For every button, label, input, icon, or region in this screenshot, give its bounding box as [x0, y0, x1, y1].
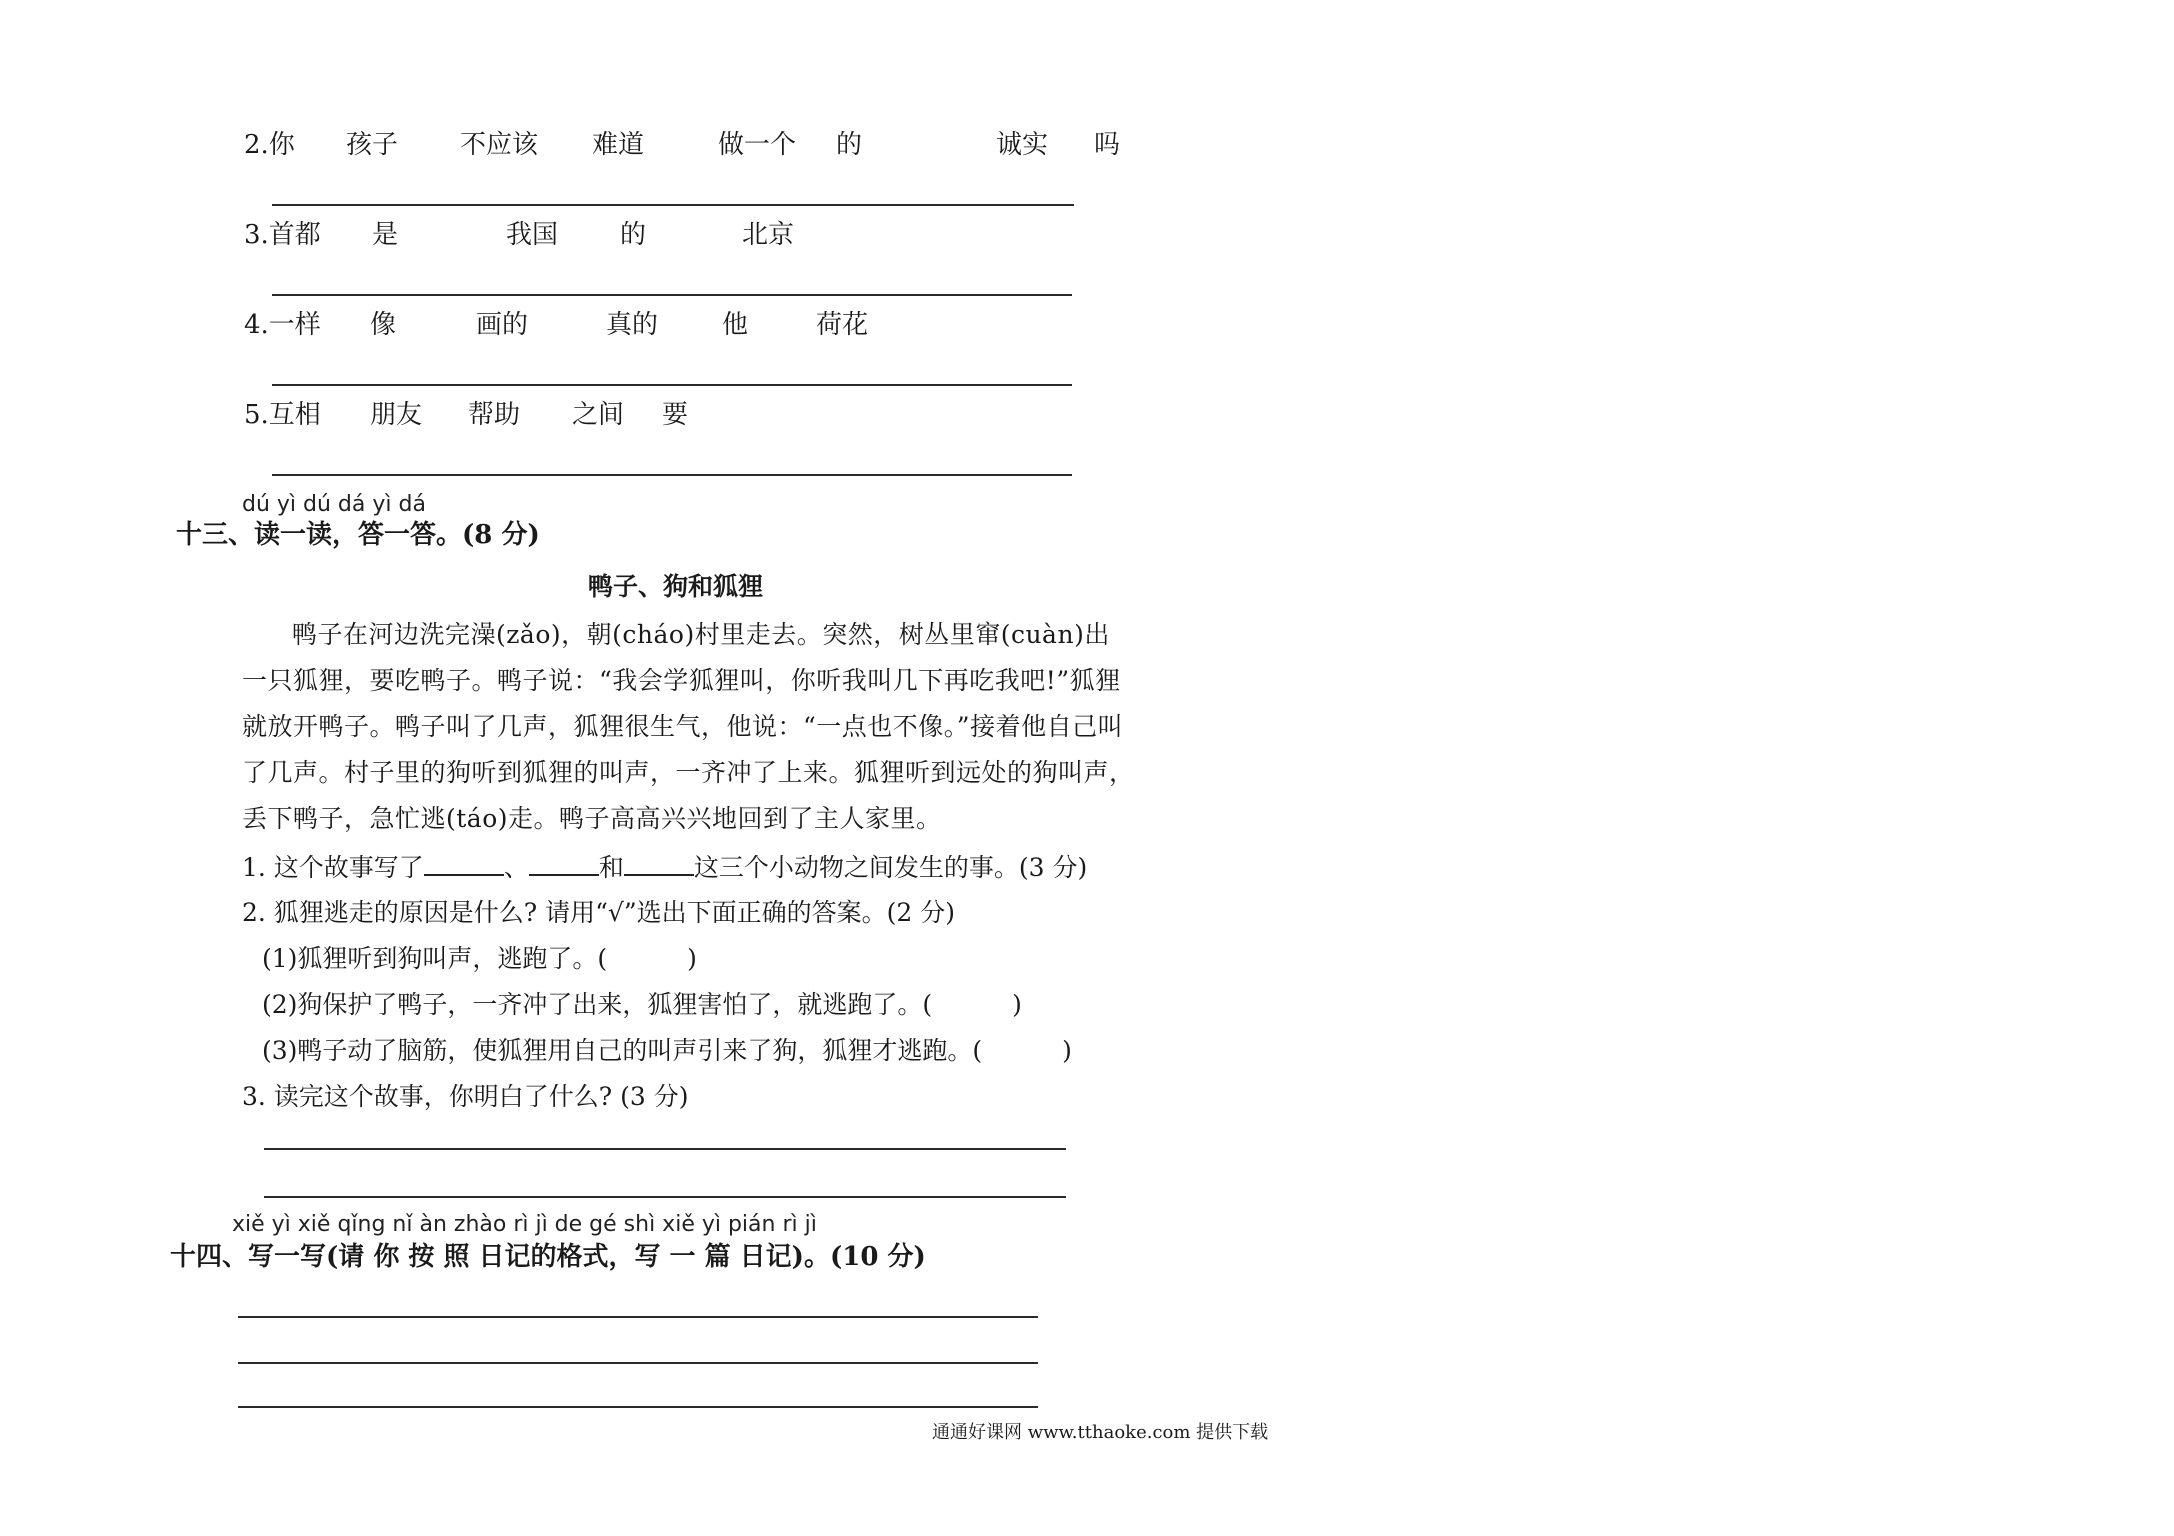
footer-credit: 通通好课网 www.tthaoke.com 提供下载 — [932, 1422, 1269, 1443]
sentence-number: 2.你 — [244, 130, 295, 160]
scrambled-word: 帮助 — [468, 400, 521, 430]
scrambled-word: 真的 — [606, 310, 659, 340]
q14-pinyin: xiě yì xiě qǐng nǐ àn zhào rì jì de gé shì xiě yì pián rì jì — [232, 1212, 817, 1237]
scrambled-word: 之间 — [572, 400, 625, 430]
scrambled-word: 吗 — [1094, 130, 1121, 160]
q13-question-2: 2. 狐狸逃走的原因是什么? 请用“√”选出下面正确的答案。(2 分) — [242, 898, 956, 927]
scrambled-word: 不应该 — [460, 130, 539, 160]
answer-line[interactable] — [272, 384, 1072, 386]
option-3 — [262, 1036, 1072, 1066]
scrambled-word: 他 — [722, 310, 749, 340]
story-line-5: 丢下鸭子，急忙逃(táo)走。鸭子高高兴兴地回到了主人家里。 — [242, 804, 942, 833]
story-line-1: 鸭子在河边洗完澡(zǎo)，朝(cháo)村里走去。突然，树丛里窜(cuàn)出 — [292, 620, 1110, 649]
scrambled-word: 做一个 — [718, 130, 797, 160]
scrambled-word: 朋友 — [370, 400, 423, 430]
fill-blank-3[interactable] — [624, 852, 694, 876]
scrambled-word: 是 — [372, 220, 399, 250]
q1-sep-1: 、 — [503, 853, 529, 882]
answer-line[interactable] — [238, 1316, 1038, 1318]
q13-question-3: 3. 读完这个故事，你明白了什么? (3 分) — [242, 1082, 689, 1111]
scrambled-word: 诚实 — [996, 130, 1049, 160]
scrambled-word: 的 — [620, 220, 647, 250]
scrambled-word: 要 — [662, 400, 689, 430]
option-2-close: ) — [1012, 990, 1022, 1019]
answer-line[interactable] — [238, 1406, 1038, 1408]
option-1-text: (1)狐狸听到狗叫声，逃跑了。( — [262, 944, 608, 973]
scrambled-word: 难道 — [592, 130, 645, 160]
story-line-4: 了几声。村子里的狗听到狐狸的叫声，一齐冲了上来。狐狸听到远处的狗叫声， — [242, 758, 1135, 787]
scrambled-word: 的 — [836, 130, 863, 160]
answer-line[interactable] — [272, 204, 1074, 206]
fill-blank-2[interactable] — [529, 852, 599, 876]
story-title: 鸭子、狗和狐狸 — [588, 572, 764, 601]
scrambled-word: 荷花 — [816, 310, 869, 340]
q1-sep-2: 和 — [598, 853, 624, 882]
story-line-3: 就放开鸭子。鸭子叫了几声，狐狸很生气，他说：“一点也不像。”接着他自己叫 — [242, 712, 1124, 741]
q1-text-b: 这三个小动物之间发生的事。(3 分) — [693, 853, 1088, 882]
answer-line[interactable] — [272, 474, 1072, 476]
answer-line[interactable] — [264, 1148, 1066, 1150]
q13-pinyin: dú yì dú dá yì dá — [242, 492, 426, 517]
q13-question-1 — [242, 852, 1087, 883]
option-2-text: (2)狗保护了鸭子，一齐冲了出来，狐狸害怕了，就逃跑了。( — [262, 990, 933, 1019]
sentence-number: 4.一样 — [244, 310, 321, 340]
scrambled-word: 我国 — [506, 220, 559, 250]
scrambled-word: 像 — [370, 310, 397, 340]
sentence-number: 3.首都 — [244, 220, 321, 250]
answer-line[interactable] — [264, 1196, 1066, 1198]
scrambled-word: 孩子 — [346, 130, 399, 160]
option-1 — [262, 944, 697, 974]
option-2 — [262, 990, 1022, 1020]
option-3-close: ) — [1062, 1036, 1072, 1065]
option-3-text: (3)鸭子动了脑筋，使狐狸用自己的叫声引来了狗，狐狸才逃跑。( — [262, 1036, 983, 1065]
q13-heading: 十三、读一读，答一答。(8 分) — [176, 520, 540, 550]
answer-line[interactable] — [238, 1362, 1038, 1364]
option-1-close: ) — [687, 944, 697, 973]
scrambled-word: 画的 — [476, 310, 529, 340]
q14-heading: 十四、写一写(请 你 按 照 日记的格式，写 一 篇 日记)。(10 分) — [170, 1242, 926, 1272]
sentence-number: 5.互相 — [244, 400, 321, 430]
q1-text-a: 1. 这个故事写了 — [242, 853, 424, 882]
fill-blank-1[interactable] — [424, 852, 504, 876]
story-line-2: 一只狐狸，要吃鸭子。鸭子说：“我会学狐狸叫，你听我叫几下再吃我吧!”狐狸 — [242, 666, 1121, 695]
scrambled-word: 北京 — [742, 220, 795, 250]
answer-line[interactable] — [272, 294, 1072, 296]
